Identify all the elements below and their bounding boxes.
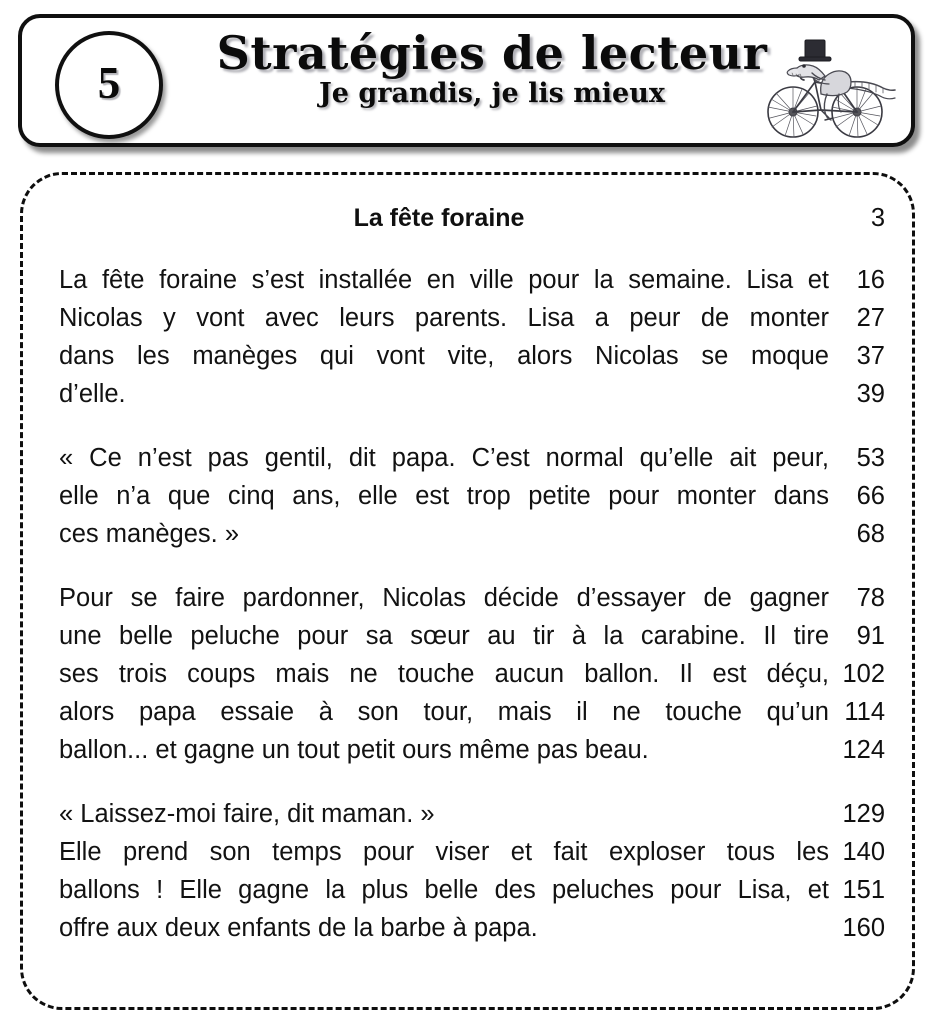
reading-text-box [20,172,915,1010]
line-word-count: 16 [856,266,885,294]
text-line: elle n’a que cinq ans, elle est trop petite pour monter dans [59,482,829,510]
text-line: offre aux deux enfants de la barbe à papa. [59,914,538,942]
text-line-row [59,477,885,515]
text-line-row [59,833,885,871]
line-word-count: 160 [842,914,885,942]
text-line: d’elle. [59,380,126,408]
text-line-row [59,515,885,553]
text-line: « Laissez-moi faire, dit maman. » [59,800,435,828]
line-word-count: 68 [856,520,885,548]
text-line-row [59,655,885,693]
paragraph [59,795,885,947]
text-line: une belle peluche pour sa sœur au tir à la carabine. Il tire [59,622,829,650]
lesson-number-badge [55,31,163,139]
text-line-row [59,795,885,833]
text-line-row [59,337,885,375]
line-word-count: 78 [856,584,885,612]
dinosaur-on-bicycle-icon [759,24,899,144]
text-line-row [59,909,885,947]
line-word-count: 39 [856,380,885,408]
text-line: Pour se faire pardonner, Nicolas décide d’essayer de gagner [59,584,829,612]
text-line: ballons ! Elle gagne la plus belle des peluches pour Lisa, et [59,876,829,904]
text-line-row [59,375,885,413]
line-word-count: 27 [856,304,885,332]
text-line: « Ce n’est pas gentil, dit papa. C’est normal qu’elle ait peur, [59,444,829,472]
line-word-count: 66 [856,482,885,510]
reading-content [59,199,885,947]
line-word-count: 37 [856,342,885,370]
text-line-row [59,299,885,337]
text-title-word-count: 3 [870,204,885,232]
text-title: La fête foraine [353,204,525,232]
paragraph-list [59,261,885,947]
line-word-count: 91 [856,622,885,650]
line-word-count: 140 [842,838,885,866]
line-word-count: 129 [842,800,885,828]
banner-title: Stratégies de lecteur [216,26,768,80]
text-line-row [59,439,885,477]
paragraph [59,579,885,769]
line-word-count: 102 [842,660,885,688]
text-line-row [59,261,885,299]
paragraph [59,439,885,553]
line-word-count: 151 [842,876,885,904]
lesson-number-value: 5 [97,57,121,108]
text-line: Nicolas y vont avec leurs parents. Lisa a peur de monter [59,304,829,332]
text-line-row [59,731,885,769]
text-line: ses trois coups mais ne touche aucun ballon. Il est déçu, [59,660,829,688]
text-line: La fête foraine s’est installée en ville pour la semaine. Lisa et [59,266,829,294]
text-line-row [59,871,885,909]
banner-title-block [182,26,802,111]
text-line-row [59,579,885,617]
text-line-row [59,693,885,731]
banner-subtitle: Je grandis, je lis mieux [319,78,665,110]
line-word-count: 124 [842,736,885,764]
text-title-row [59,199,885,237]
paragraph [59,261,885,413]
text-line: ballon... et gagne un tout petit ours même pas beau. [59,736,649,764]
line-word-count: 114 [844,698,885,726]
text-line: ces manèges. » [59,520,240,548]
line-word-count: 53 [856,444,885,472]
text-line: dans les manèges qui vont vite, alors Nicolas se moque [59,342,829,370]
text-line-row [59,617,885,655]
text-line: Elle prend son temps pour viser et fait exploser tous les [59,838,829,866]
text-line: alors papa essaie à son tour, mais il ne touche qu’un [59,698,829,726]
header-banner [18,14,915,147]
